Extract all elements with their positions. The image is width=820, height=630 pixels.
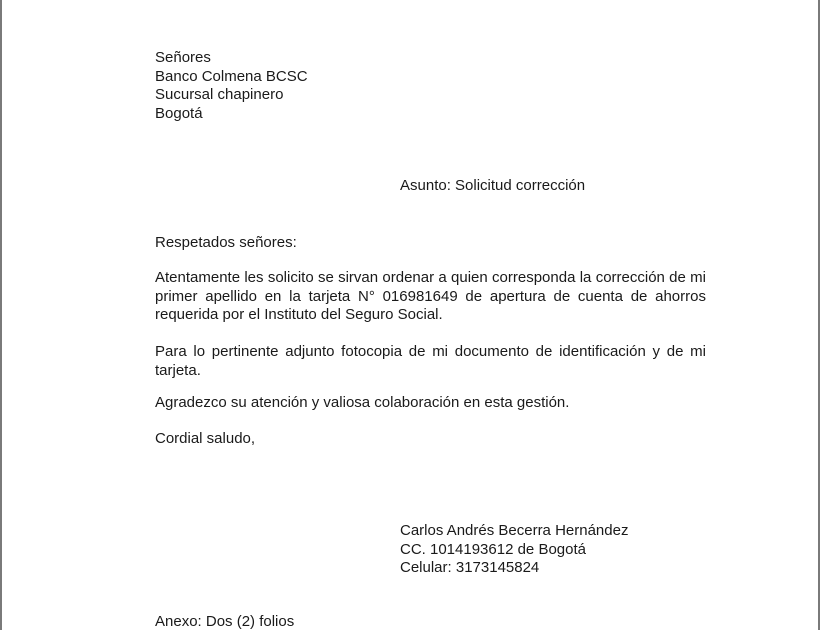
body-paragraph-2: Para lo pertinente adjunto fotocopia de mi documento de identificación y de mi tarjeta. [155,343,706,379]
greeting: Respetados señores: [155,234,297,251]
recipient-branch: Sucursal chapinero [155,86,284,103]
subject-line: Asunto: Solicitud corrección [400,177,586,194]
annex-note: Anexo: Dos (2) folios [155,613,295,630]
body-paragraph-3: Agradezco su atención y valiosa colaboración en esta gestión. [155,394,570,411]
closing: Cordial saludo, [155,430,256,447]
recipient-address [155,49,308,123]
body-paragraph-1: Atentamente les solicito se sirvan ordenar a quien corresponda la corrección de mi primer apellido en la tarjeta N° 016981649 de apertura de cuenta de ahorros requerida por el Instituto del Seguro Social. [155,269,706,323]
signature-phone: Celular: 3173145824 [400,559,540,576]
signature-name: Carlos Andrés Becerra Hernández [400,522,629,539]
recipient-salutation: Señores [155,49,211,66]
signature-block [400,522,628,578]
recipient-bank: Banco Colmena BCSC [155,67,308,85]
recipient-city: Bogotá [155,104,203,122]
signature-id: CC. 1014193612 de Bogotá [400,540,586,558]
